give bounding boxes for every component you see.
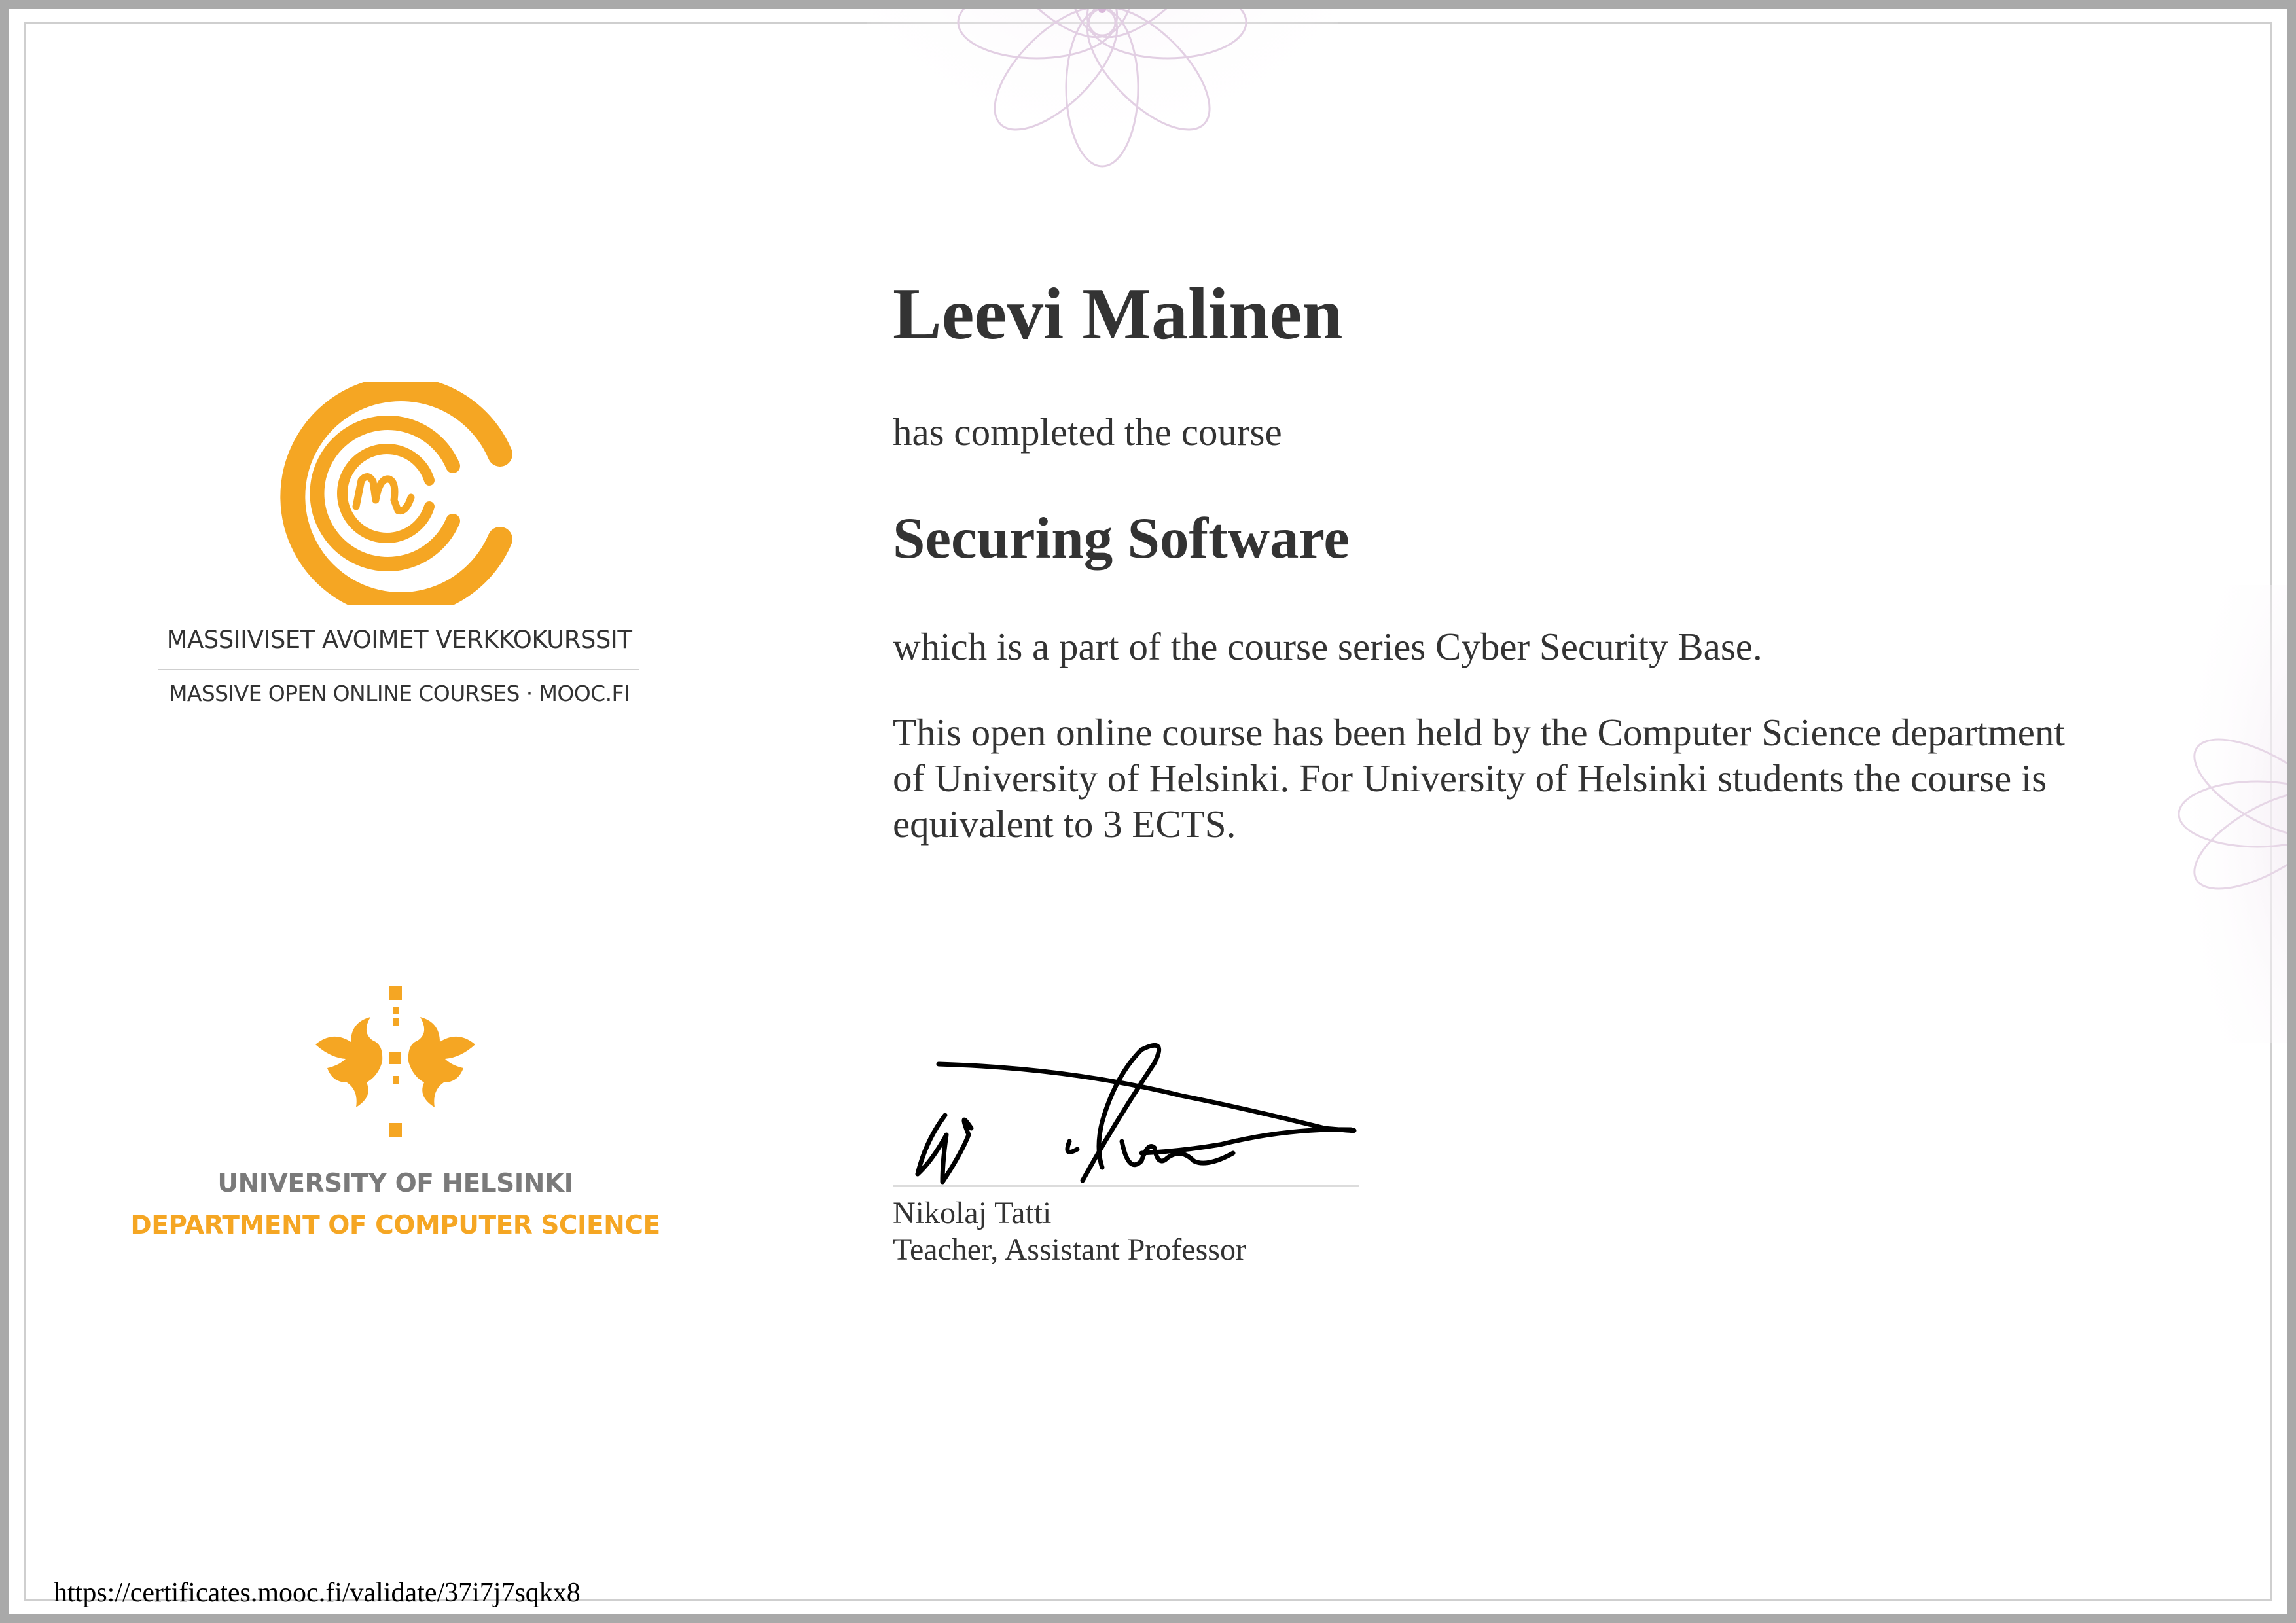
university-name: UNIVERSITY OF HELSINKI [217, 1169, 573, 1198]
course-name: Securing Software [893, 507, 1350, 571]
course-series-text: which is a part of the course series Cyber Security Base. [893, 625, 1763, 668]
course-description: This open online course has been held by the Computer Science department of University of Helsinki. For University of Helsinki students the course is equivalent to 3 ECTS. [893, 711, 2065, 846]
mooc-name-english: MASSIVE OPEN ONLINE COURSES · MOOC.FI [168, 681, 630, 706]
mooc-logo-icon [278, 382, 513, 605]
recipient-name: Leevi Malinen [893, 274, 1343, 355]
signer-title: Teacher, Assistant Professor [893, 1232, 1246, 1267]
mooc-name-finnish: MASSIIVISET AVOIMET VERKKOKURSSIT [166, 626, 632, 654]
department-name: DEPARTMENT OF COMPUTER SCIENCE [130, 1211, 660, 1240]
signer-name: Nikolaj Tatti [893, 1196, 1052, 1230]
guilloche-rosette-top [853, 0, 1351, 284]
validation-url[interactable]: https://certificates.mooc.fi/validate/37i7j7sqkx8 [54, 1578, 581, 1608]
guilloche-rosette-right [2140, 585, 2296, 1043]
handwritten-signature [906, 1010, 1364, 1194]
mooc-divider [158, 669, 639, 670]
signature-line [893, 1185, 1359, 1187]
university-of-helsinki-flame-icon [310, 984, 480, 1141]
completed-text: has completed the course [893, 410, 1282, 454]
